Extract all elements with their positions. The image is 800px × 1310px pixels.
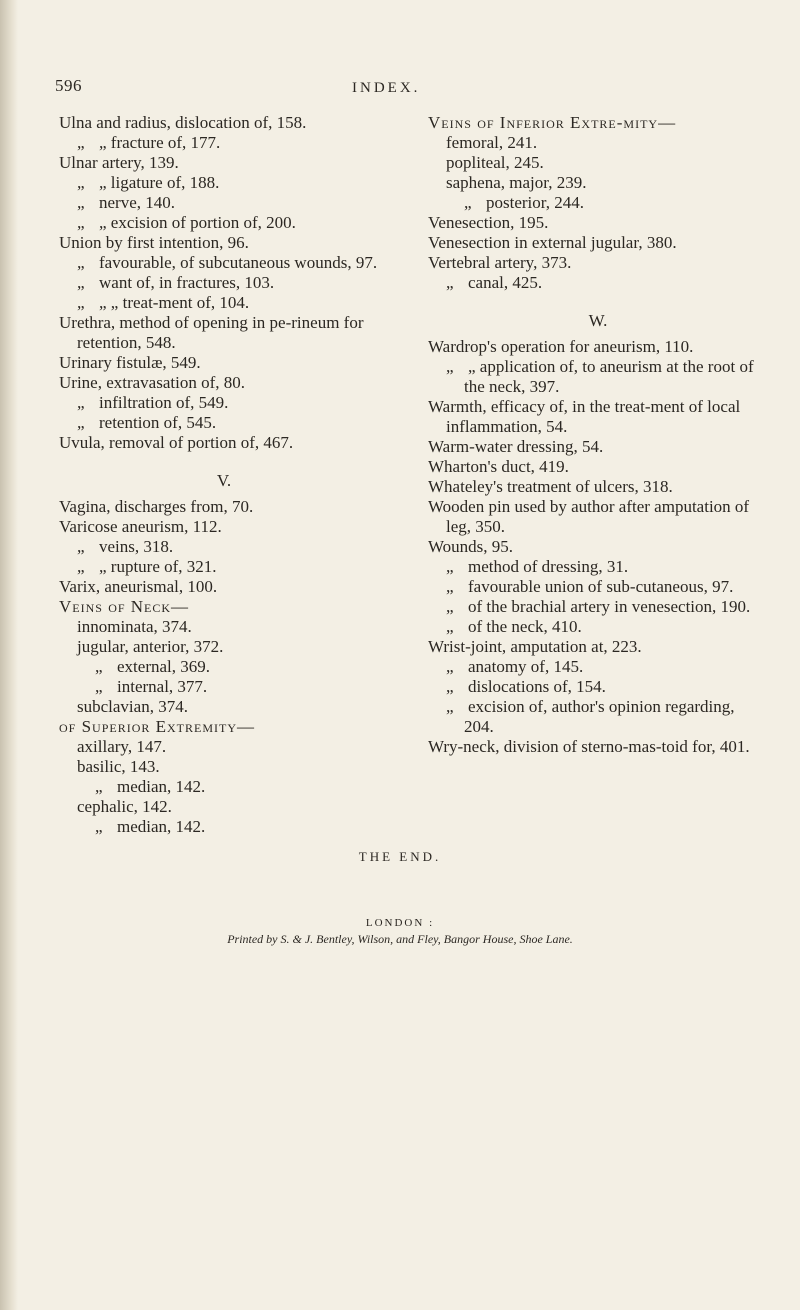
index-entry-text: Varix, aneurismal, 100. (59, 577, 218, 596)
index-entry-text: posterior, 244. (486, 193, 584, 212)
index-entry (59, 737, 389, 757)
ditto-mark: „ (77, 293, 85, 312)
ditto-mark: „ (446, 597, 454, 616)
ditto-mark: „ (77, 393, 85, 412)
index-entry (59, 173, 389, 193)
index-entry-text: basilic, 143. (77, 757, 160, 776)
index-entry (428, 233, 768, 253)
index-entry-text: popliteal, 245. (446, 153, 544, 172)
the-end-label: THE END. (358, 849, 442, 864)
index-entry (59, 433, 389, 453)
index-entry (59, 817, 389, 837)
index-entry (428, 337, 768, 357)
index-entry-text: Wry-neck, division of sterno-mas-toid for, 401. (428, 737, 750, 756)
ditto-mark: „ (77, 413, 85, 432)
index-entry-text: Ulnar artery, 139. (59, 153, 179, 172)
ditto-mark: „ (77, 253, 85, 272)
index-entry-text: median, 142. (117, 777, 206, 796)
index-entry (428, 213, 768, 233)
index-entry-text: Uvula, removal of portion of, 467. (59, 433, 294, 452)
index-entry-text: retention of, 545. (99, 413, 217, 432)
index-entry (59, 697, 389, 717)
index-entry-text: of the brachial artery in venesection, 190. (468, 597, 751, 616)
index-entry-text: „ „ treat-ment of, 104. (99, 293, 250, 312)
index-entry (428, 477, 768, 497)
index-entry-text: Vertebral artery, 373. (428, 253, 572, 272)
index-entry (428, 637, 768, 657)
index-entry-text: cephalic, 142. (77, 797, 172, 816)
index-entry-text: favourable union of sub-cutaneous, 97. (468, 577, 734, 596)
ditto-mark: „ (464, 193, 472, 212)
index-entry-text: Ulna and radius, dislocation of, 158. (59, 113, 307, 132)
index-entry-text: Union by first intention, 96. (59, 233, 249, 252)
index-entry-text: excision of, author's opinion regarding, 204. (464, 697, 735, 736)
index-entry (59, 577, 389, 597)
index-section-heading (428, 113, 768, 133)
index-entry (59, 757, 389, 777)
index-entry (59, 233, 389, 253)
index-entry-text: Varicose aneurism, 112. (59, 517, 222, 536)
index-entry (59, 413, 389, 433)
index-entry (428, 193, 768, 213)
index-entry-text: of the neck, 410. (468, 617, 582, 636)
ditto-mark: „ (77, 173, 85, 192)
ditto-mark: „ (446, 657, 454, 676)
index-column-left (59, 113, 389, 837)
ditto-mark: „ (95, 657, 103, 676)
index-entry-text: median, 142. (117, 817, 206, 836)
index-entry-text: Warm-water dressing, 54. (428, 437, 604, 456)
ditto-mark: „ (446, 273, 454, 292)
ditto-mark: „ (95, 677, 103, 696)
index-entry-text: of Superior Extremity— (59, 717, 256, 736)
index-entry (428, 657, 768, 677)
imprint-city: LONDON : (365, 917, 435, 929)
index-entry-text: Veins of Inferior Extre-mity— (428, 113, 677, 132)
index-entry-text: Whateley's treatment of ulcers, 318. (428, 477, 673, 496)
index-letter-heading: V. (216, 471, 232, 490)
printer-imprint: Printed by S. & J. Bentley, Wilson, and Fley, Bangor House, Shoe Lane. (227, 932, 573, 946)
index-entry (428, 173, 768, 193)
index-entry (59, 517, 389, 537)
index-entry (59, 153, 389, 173)
index-letter-heading: W. (588, 311, 608, 330)
index-entry (59, 373, 389, 393)
running-head: INDEX. (352, 80, 421, 96)
ditto-mark: „ (446, 557, 454, 576)
index-entry (59, 253, 389, 273)
index-entry (428, 597, 768, 617)
index-entry-text: „ rupture of, 321. (99, 557, 217, 576)
index-entry (428, 357, 768, 397)
index-entry (59, 133, 389, 153)
index-entry (59, 657, 389, 677)
ditto-mark: „ (95, 817, 103, 836)
index-entry (59, 193, 389, 213)
index-entry-text: veins, 318. (99, 537, 174, 556)
index-entry (428, 737, 768, 757)
index-entry-text: nerve, 140. (99, 193, 176, 212)
index-entry-text: saphena, major, 239. (446, 173, 587, 192)
index-entry (59, 213, 389, 233)
index-entry (59, 353, 389, 373)
page-number: 596 (55, 76, 82, 95)
index-column-right (428, 113, 768, 757)
ditto-mark: „ (77, 557, 85, 576)
index-entry-text: Vagina, discharges from, 70. (59, 497, 254, 516)
index-entry (428, 437, 768, 457)
index-entry-text: Wharton's duct, 419. (428, 457, 569, 476)
index-entry-text: Venesection, 195. (428, 213, 549, 232)
index-entry (428, 397, 768, 437)
index-entry-text: jugular, anterior, 372. (77, 637, 224, 656)
ditto-mark: „ (77, 213, 85, 232)
ditto-mark: „ (77, 193, 85, 212)
index-entry (428, 273, 768, 293)
index-entry-text: external, 369. (117, 657, 210, 676)
ditto-mark: „ (77, 537, 85, 556)
index-entry (59, 637, 389, 657)
index-entry (59, 677, 389, 697)
index-entry-text: „ ligature of, 188. (99, 173, 220, 192)
index-entry (428, 677, 768, 697)
index-entry (428, 557, 768, 577)
ditto-mark: „ (95, 777, 103, 796)
index-entry (428, 133, 768, 153)
index-entry-text: infiltration of, 549. (99, 393, 229, 412)
index-entry-text: method of dressing, 31. (468, 557, 629, 576)
index-entry-text: Venesection in external jugular, 380. (428, 233, 677, 252)
index-entry (428, 457, 768, 477)
index-entry (59, 557, 389, 577)
ditto-mark: „ (77, 273, 85, 292)
index-entry-text: Wooden pin used by author after amputation of leg, 350. (428, 497, 750, 536)
index-section-heading (59, 597, 389, 617)
index-entry-text: „ excision of portion of, 200. (99, 213, 296, 232)
index-entry (428, 577, 768, 597)
index-section-heading (59, 717, 389, 737)
index-entry (428, 497, 768, 537)
index-entry-text: Urinary fistulæ, 549. (59, 353, 201, 372)
index-entry (59, 293, 389, 313)
index-entry (59, 497, 389, 517)
index-entry-text: Wardrop's operation for aneurism, 110. (428, 337, 694, 356)
index-entry-text: Urine, extravasation of, 80. (59, 373, 245, 392)
index-entry-text: „ fracture of, 177. (99, 133, 221, 152)
index-entry (428, 537, 768, 557)
index-entry (59, 797, 389, 817)
index-entry-text: axillary, 147. (77, 737, 167, 756)
index-entry (59, 617, 389, 637)
index-entry (59, 273, 389, 293)
binding-edge (0, 0, 18, 1310)
ditto-mark: „ (446, 357, 454, 376)
ditto-mark: „ (446, 677, 454, 696)
index-entry-text: anatomy of, 145. (468, 657, 584, 676)
index-entry-text: favourable, of subcutaneous wounds, 97. (99, 253, 378, 272)
index-entry-text: Urethra, method of opening in pe-rineum for retention, 548. (59, 313, 364, 352)
index-entry-text: „ application of, to aneurism at the root of the neck, 397. (464, 357, 754, 396)
index-entry-text: Warmth, efficacy of, in the treat-ment of local inflammation, 54. (428, 397, 741, 436)
index-entry (59, 313, 389, 353)
index-entry-text: want of, in fractures, 103. (99, 273, 275, 292)
ditto-mark: „ (77, 133, 85, 152)
index-entry-text: Wrist-joint, amputation at, 223. (428, 637, 642, 656)
index-entry (59, 113, 389, 133)
ditto-mark: „ (446, 617, 454, 636)
index-entry-text: internal, 377. (117, 677, 208, 696)
index-entry (59, 537, 389, 557)
index-entry-text: femoral, 241. (446, 133, 538, 152)
index-entry (428, 253, 768, 273)
index-entry-text: Veins of Neck— (59, 597, 190, 616)
index-entry (428, 153, 768, 173)
index-entry (428, 617, 768, 637)
ditto-mark: „ (446, 577, 454, 596)
index-entry-text: canal, 425. (468, 273, 543, 292)
index-entry (59, 777, 389, 797)
ditto-mark: „ (446, 697, 454, 716)
index-entry (428, 697, 768, 737)
index-entry-text: subclavian, 374. (77, 697, 188, 716)
index-entry-text: Wounds, 95. (428, 537, 514, 556)
index-entry (59, 393, 389, 413)
index-entry-text: innominata, 374. (77, 617, 192, 636)
index-entry-text: dislocations of, 154. (468, 677, 606, 696)
